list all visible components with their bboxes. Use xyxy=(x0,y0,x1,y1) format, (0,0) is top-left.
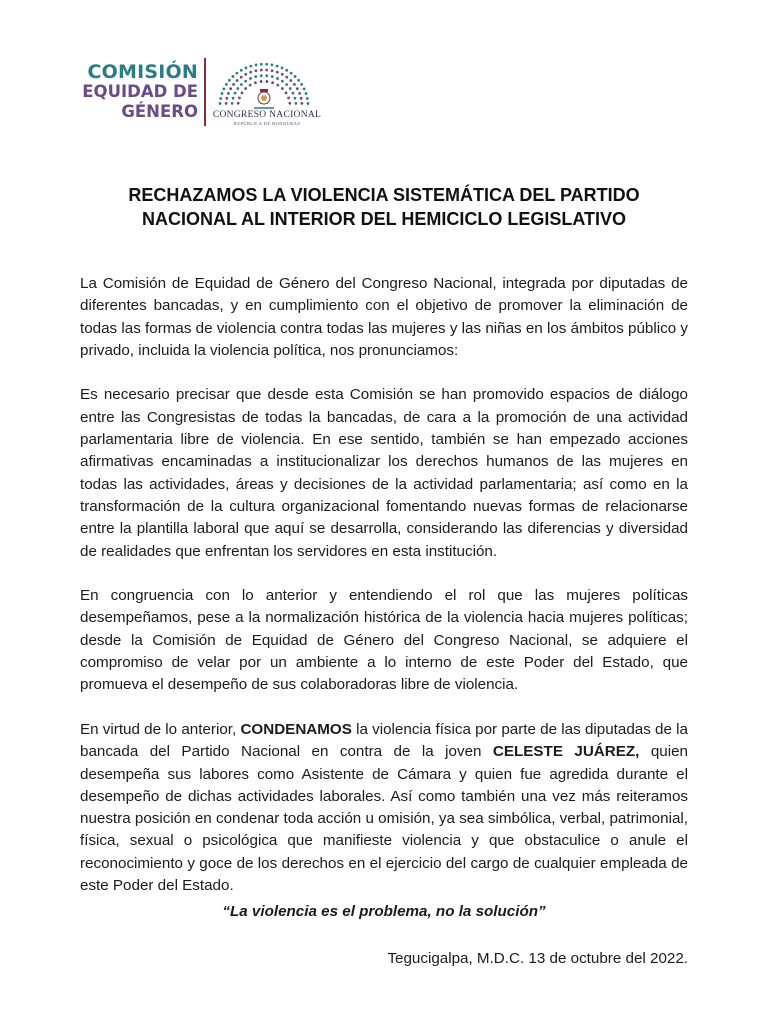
document-title: RECHAZAMOS LA VIOLENCIA SISTEMÁTICA DEL PARTIDO NACIONAL AL INTERIOR DEL HEMICICLO LEGISLATIVO xyxy=(128,185,640,229)
hemicycle-seat-dot xyxy=(281,80,284,83)
hemicycle-seat-dot xyxy=(300,83,303,86)
hemicycle-seat-dot xyxy=(260,69,263,72)
hemicycle-seat-dot xyxy=(281,73,284,76)
hemicycle-seat-dot xyxy=(276,84,279,87)
hemicycle-seat-dot xyxy=(265,63,268,66)
hemicycle-seat-dot xyxy=(236,79,239,82)
hemicycle-seat-dot xyxy=(229,87,232,90)
hemicycle-seat-dot xyxy=(232,83,235,86)
paragraph-3: En congruencia con lo anterior y entendiendo el rol que las mujeres políticas desempeñamos, pese a la normalización histórica de la violencia hacia mujeres políticas; desde la Comisión de Equidad de Género del Congreso Nacional, se adquiere el compromiso de velar por un ambiente a lo interno de este Poder del Estado, que promueva el desempeño de sus colaboradoras libre de violencia. xyxy=(80,587,688,694)
hemicycle-seat-dot xyxy=(265,69,268,72)
congress-name: CONGRESO NACIONAL xyxy=(212,110,322,120)
document-body xyxy=(80,273,688,920)
hemicycle-seat-dot xyxy=(281,66,284,69)
hemicycle-seat-dot xyxy=(260,63,263,66)
paragraph-4-part3: quien desempeña sus labores como Asistente de Cámara y quien fue agredida durante el desempeño de dichas actividades laborales. Así como también una vez más reiteramos nuestra posición en condenar toda acción u omisión, ya sea simbólica, verbal, patrimonial, física, sexual o psicológica que manifieste violencia y que obstaculice o anule el reconocimiento y goce de los derechos en el ejercicio del cargo de cualquier empleada de este Poder del Estado. xyxy=(80,743,688,895)
hemicycle-seat-dot xyxy=(285,83,288,86)
hemicycle-seat-dot xyxy=(232,97,235,100)
congress-subtitle: REPÚBLICA DE HONDURAS xyxy=(233,121,301,126)
hemicycle-seat-dot xyxy=(250,65,253,68)
victim-name: CELESTE JUÁREZ, xyxy=(492,743,640,761)
hemicycle-seat-dot xyxy=(255,69,258,72)
hemicycle-seat-dot xyxy=(290,72,293,75)
hemicycle-seat-dot xyxy=(238,96,241,99)
letterhead xyxy=(80,58,340,128)
hemicycle-seat-dot xyxy=(303,87,306,90)
hemicycle-seat-dot xyxy=(240,76,243,79)
hemicycle-seat-dot xyxy=(271,75,274,78)
hemicycle-seat-dot xyxy=(254,75,257,78)
hemicycle-seat-dot xyxy=(285,69,288,72)
hemicycle-seat-dot xyxy=(266,80,269,83)
hemicycle-seat-dot xyxy=(237,102,240,105)
hemicycle-emblem-icon xyxy=(214,58,314,110)
hemicycle-seat-dot xyxy=(285,91,288,94)
hemicycle-seat-dot xyxy=(254,81,257,84)
commission-logo-line1: COMISIÓN xyxy=(87,61,198,83)
hemicycle-seat-dot xyxy=(281,87,284,90)
logo-divider xyxy=(204,58,206,126)
hemicycle-seat-dot xyxy=(276,65,279,68)
hemicycle-seat-dot xyxy=(219,97,222,100)
hemicycle-seat-dot xyxy=(244,87,247,90)
paragraph-4-part1: En virtud de lo anterior, xyxy=(80,720,241,738)
hemicycle-seat-dot xyxy=(231,75,234,78)
hemicycle-seat-dot xyxy=(236,87,239,90)
commission-logo-line3: GÉNERO xyxy=(121,102,198,121)
hemicycle-seat-dot xyxy=(255,63,258,66)
hemicycle-seat-dot xyxy=(219,102,222,105)
hemicycle-seat-dot xyxy=(276,77,279,80)
hemicycle-seat-dot xyxy=(241,91,244,94)
hemicycle-seat-dot xyxy=(294,75,297,78)
paragraph-4-part2: la violencia física por parte de las diputadas de la bancada del Partido Nacional en contra de la joven xyxy=(80,720,688,761)
hemicycle-seat-dot xyxy=(228,79,231,82)
hemicycle-seat-dot xyxy=(240,69,243,72)
commission-logo-line2: EQUIDAD DE xyxy=(82,82,198,101)
condenamos-text: CONDENAMOS xyxy=(240,720,352,738)
hemicycle-seat-dot xyxy=(285,76,288,79)
hemicycle-seat-dot xyxy=(234,92,237,95)
hemicycle-seat-dot xyxy=(276,71,279,74)
hemicycle-seat-dot xyxy=(289,87,292,90)
hemicycle-seat-dot xyxy=(294,97,297,100)
hemicycle-seat-dot xyxy=(293,83,296,86)
closing-quote: “La violencia es el problema, no la solución” xyxy=(222,903,546,920)
hemicycle-seat-dot xyxy=(240,83,243,86)
signature-date: Tegucigalpa, M.D.C. 13 de octubre del 2022. xyxy=(387,950,688,967)
hemicycle-seat-dot xyxy=(249,77,252,80)
hemicycle-seat-dot xyxy=(249,84,252,87)
hemicycle-seat-dot xyxy=(296,87,299,90)
hemicycle-seat-dot xyxy=(235,72,238,75)
hemicycle-seat-dot xyxy=(305,92,308,95)
hemicycle-seat-dot xyxy=(300,97,303,100)
hemicycle-seat-dot xyxy=(225,97,228,100)
hemicycle-seat-dot xyxy=(244,73,247,76)
hemicycle-seat-dot xyxy=(260,74,263,77)
commission-logo xyxy=(80,62,198,122)
hemicycle-seat-dot xyxy=(225,83,228,86)
paragraph-1: La Comisión de Equidad de Género del Congreso Nacional, integrada por diputadas de diferentes bancadas, y en cumplimiento con el objetivo de promover la eliminación de todas las formas de violencia contra todas las mujeres y las niñas en los ámbitos público y privado, incluida la violencia política, nos pronunciamos: xyxy=(80,275,688,359)
hemicycle-seat-dot xyxy=(287,96,290,99)
hemicycle-seat-dot xyxy=(249,71,252,74)
hemicycle-seat-dot xyxy=(294,102,297,105)
hemicycle-seat-dot xyxy=(289,79,292,82)
hemicycle-seat-dot xyxy=(307,102,310,105)
paragraph-4 xyxy=(80,719,688,897)
hemicycle-seat-dot xyxy=(245,66,248,69)
hemicycle-seat-dot xyxy=(301,102,304,105)
hemicycle-seat-dot xyxy=(231,102,234,105)
hemicycle-seat-dot xyxy=(292,92,295,95)
hemicycle-seat-dot xyxy=(265,74,268,77)
hemicycle-seat-dot xyxy=(221,92,224,95)
hemicycle-seat-dot xyxy=(222,87,225,90)
hemicycle-seat-dot xyxy=(297,79,300,82)
hemicycle-seat-dot xyxy=(260,80,263,83)
hemicycle-seat-dot xyxy=(271,69,274,72)
hemicycle-seat-dot xyxy=(227,92,230,95)
hemicycle-seat-dot xyxy=(271,63,274,66)
hemicycle-seat-dot xyxy=(244,80,247,83)
hemicycle-seat-dot xyxy=(271,81,274,84)
paragraph-2: Es necesario precisar que desde esta Comisión se han promovido espacios de diálogo entre las Congresistas de todas la bancadas, de cara a la promoción de una actividad parlamentaria libre de violencia. En ese sentido, también se han empezado acciones afirmativas encaminadas a institucionalizar los derechos humanos de las mujeres en todas las actividades, áreas y decisiones de la actividad parlamentaria; así como en la transformación de la cultura organizacional fomentando nuevas formas de relacionarse entre la plantilla laboral que aquí se desarrolla, considerando las diferencias y diversidad de realidades que enfrentan los servidores en esta institución. xyxy=(80,386,688,560)
hemicycle-seat-dot xyxy=(298,92,301,95)
hemicycle-seat-dot xyxy=(225,102,228,105)
hemicycle-seat-dot xyxy=(306,97,309,100)
hemicycle-seat-dot xyxy=(288,102,291,105)
